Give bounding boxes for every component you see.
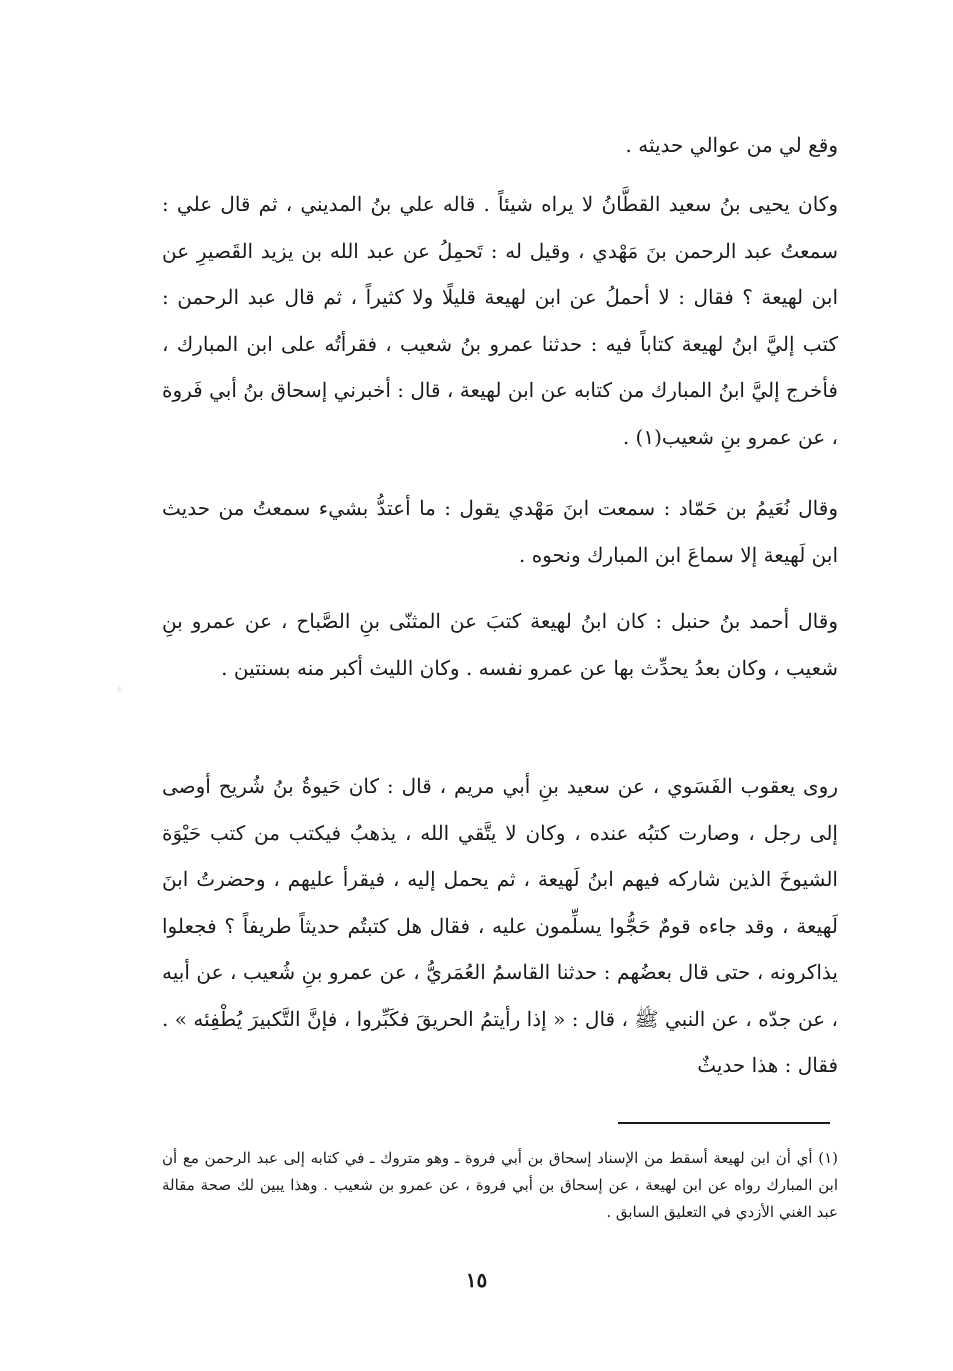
scan-speck: ⁘ (116, 686, 124, 696)
paragraph-5: روى يعقوب الفَسَوي ، عن سعيد بنِ أبي مريم ، قال : كان حَيوةُ بنُ شُريح أوصى إلى رجل ، وصارت كتبُه عنده ، وكان لا يتَّقي الله ، يذهبُ فيكتب من كتب حَيْوَة الشيوخَ الذين شاركه فيهم ابنُ لَهيعة ، ثم يحمل إليه ، فيقرأ عليهم ، وحضرتُ ابنَ لَهيعة ، وقد جاءه قومٌ حَجُّوا يسلِّمون عليه ، فقال هل كتبتُم حديثاً طريفاً ؟ فجعلوا يذاكرونه ، حتى قال بعضُهم : حدثنا القاسمُ العُمَريُّ ، عن عمرو بنِ شُعيب ، عن أبيه ، عن جدّه ، عن النبي ﷺ ، قال : « إذا رأيتمُ الحريقَ فكَبِّروا ، فإنَّ التَّكبيرَ يُطْفِئه » . فقال : هذا حديثٌ (162, 774, 838, 1077)
main-text-block-3 (162, 485, 838, 578)
paragraph-3: وقال نُعَيمُ بن حَمّاد : سمعت ابنَ مَهْدي يقول : ما أعتدُّ بشيء سمعتُ من حديث ابن لَهيعة إلا سماعَ ابن المبارك ونحوه . (162, 496, 838, 567)
paragraph-4: وقال أحمد بنُ حنبل : كان ابنُ لهيعة كتبَ عن المثنّى بنِ الصَّباح ، عن عمرو بنِ شعيب ، وكان بعدُ يحدِّث بها عن عمرو نفسه . وكان الليث أكبر منه بسنتين . (162, 609, 838, 680)
paragraph-2: وكان يحيى بنُ سعيد القطَّانُ لا يراه شيئاً . قاله علي بنُ المديني ، ثم قال علي : سمعتُ عبد الرحمن بنَ مَهْدي ، وقيل له : تَحمِلُ عن عبد الله بن يزيد القَصيرِ عن ابن لهيعة ؟ فقال : لا أحملُ عن ابن لهيعة قليلًا ولا كثيراً ، ثم قال عبد الرحمن : كتب إليَّ ابنُ لهيعة كتاباً فيه : حدثنا عمرو بنُ شعيب ، فقرأتُه على ابن المبارك ، فأخرج إليَّ ابنُ المبارك من كتابه عن ابن لهيعة ، قال : أخبرني إسحاق بنُ أبي فَروة ، عن عمرو بنِ شعيب(١) . (162, 192, 838, 449)
footnote-separator (618, 1122, 830, 1124)
main-text-block-4 (162, 598, 838, 691)
main-text (162, 122, 838, 169)
page-number: ١٥ (465, 1268, 488, 1292)
main-text-block-5 (162, 763, 838, 1089)
footnote: (١) أي أن ابن لهيعة أسقط من الإسناد إسحاق بن أبي فروة ـ وهو متروك ـ في كتابه إلى عبد الرحمن مع أن ابن المبارك رواه عن ابن لهيعة ، عن إسحاق بن أبي فروة ، عن عمرو بن شعيب . وهذا يبين لك صحة مقالة عبد الغني الأزدي في التعليق السابق . (162, 1149, 838, 1221)
main-text-block-2 (162, 181, 838, 460)
paragraph-1: وقع لي من عوالي حديثه . (625, 133, 838, 157)
